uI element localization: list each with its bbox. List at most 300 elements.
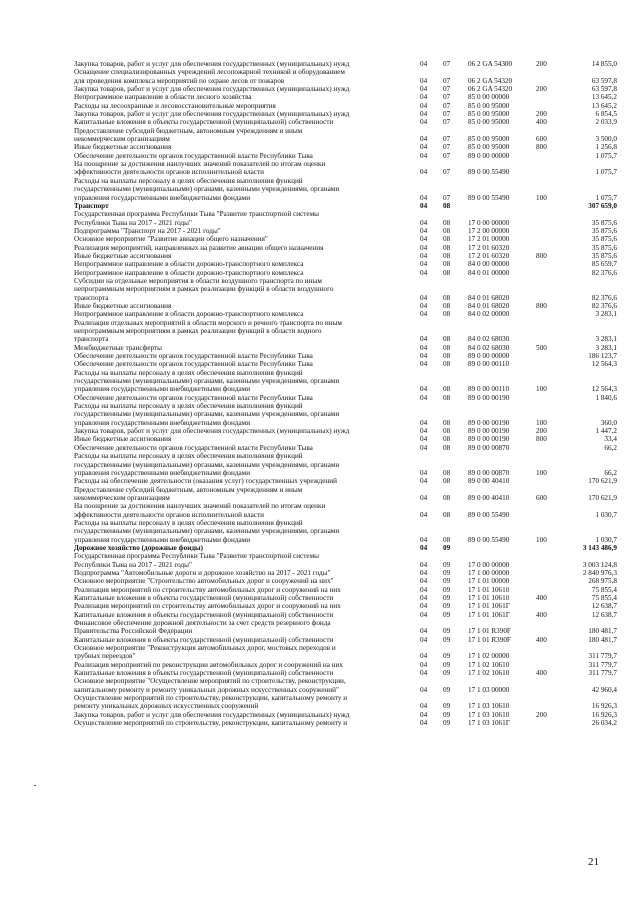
table-row (74, 151, 617, 160)
table-row (74, 352, 617, 361)
amount: 12 638,7 (591, 610, 617, 619)
expense-type-code: 400 (536, 669, 547, 678)
amount: 268 975,8 (588, 577, 617, 586)
row-name: Обеспечение деятельности органов государственной власти Республики Тыва (74, 443, 313, 452)
section-code: 04 (420, 76, 428, 85)
amount: 2 840 976,3 (582, 568, 617, 577)
row-name: Основное мероприятие "Реконструкция автомобильных дорог, мостовых переходов и трубных переездов" (74, 644, 336, 661)
subsection-code: 08 (443, 343, 451, 352)
row-name: Капитальные вложения в объекты государственной (муниципальной) собственности (74, 635, 334, 644)
row-name: Обеспечение деятельности органов государственной власти Республики Тыва (74, 393, 313, 402)
amount: 1 030,7 (595, 535, 617, 544)
target-article-code: 85 0 00 95000 (468, 143, 510, 152)
section-code: 04 (420, 560, 428, 569)
section-code: 04 (420, 652, 428, 661)
section-code: 04 (420, 418, 428, 427)
subsection-code: 07 (443, 60, 451, 68)
row-name: Иные бюджетные ассигнования (74, 435, 172, 444)
section-code: 04 (420, 385, 428, 394)
amount: 35 875,6 (591, 235, 617, 244)
subsection-code: 08 (443, 493, 451, 502)
table-row (74, 719, 617, 728)
subsection-code: 09 (443, 568, 451, 577)
target-article-code: 17 2 01 60320 (468, 251, 510, 260)
subsection-code: 09 (443, 635, 451, 644)
expense-type-code: 400 (536, 610, 547, 619)
subsection-code: 07 (443, 76, 451, 85)
amount: 6 854,5 (595, 110, 617, 119)
amount: 3 003 124,8 (582, 560, 617, 569)
subsection-code: 08 (443, 418, 451, 427)
expense-type-code: 800 (536, 301, 547, 310)
expense-type-code: 800 (536, 251, 547, 260)
amount: 1 256,8 (595, 143, 617, 152)
table-row (74, 577, 617, 586)
section-code: 04 (420, 393, 428, 402)
amount: 1 030,7 (595, 510, 617, 519)
amount: 35 875,6 (591, 226, 617, 235)
subsection-code: 08 (443, 468, 451, 477)
subsection-code: 08 (443, 310, 451, 319)
subsection-code: 08 (443, 360, 451, 369)
target-article-code: 17 1 01 R390F (468, 635, 511, 644)
expense-type-code: 800 (536, 435, 547, 444)
row-name: Непрограммное направление в области лесного хозяйства (74, 93, 252, 102)
row-name: Транспорт (74, 201, 109, 210)
section-code: 04 (420, 594, 428, 602)
target-article-code: 17 1 03 00000 (468, 685, 510, 694)
table-row (74, 210, 617, 227)
section-code: 04 (420, 118, 428, 127)
amount: 66,2 (604, 468, 617, 477)
row-name: Реализация мероприятий по строительству автомобильных дорог и сооружений на них (74, 602, 341, 611)
subsection-code: 07 (443, 143, 451, 152)
subsection-code: 09 (443, 543, 451, 552)
table-row (74, 635, 617, 644)
section-code: 04 (420, 218, 428, 227)
amount: 35 875,6 (591, 251, 617, 260)
row-name: Финансовое обеспечение дорожной деятельности за счет средств резервного фонда Правительства Российской Федерации (74, 619, 331, 636)
target-article-code: 17 0 00 00000 (468, 560, 510, 569)
table-row (74, 402, 617, 427)
table-row (74, 343, 617, 352)
amount: 2 033,9 (595, 118, 617, 127)
subsection-code: 09 (443, 669, 451, 678)
subsection-code: 07 (443, 193, 451, 202)
target-article-code: 17 2 01 00000 (468, 235, 510, 244)
expense-type-code: 100 (536, 468, 547, 477)
section-code: 04 (420, 443, 428, 452)
subsection-code: 09 (443, 652, 451, 661)
row-name: Капитальные вложения в объекты государственной (муниципальной) собственности (74, 594, 334, 602)
row-name: Расходы на выплаты персоналу в целях обеспечения выполнения функций государственными (муниципальными) органами, казенными учреждениями, органами управления государственными внебюджетными фондами (74, 452, 340, 477)
table-row (74, 610, 617, 619)
amount: 180 481,7 (588, 627, 617, 636)
table-row (74, 644, 617, 661)
amount: 3 283,1 (595, 310, 617, 319)
subsection-code: 08 (443, 477, 451, 486)
target-article-code: 17 2 00 00000 (468, 226, 510, 235)
subsection-code: 09 (443, 560, 451, 569)
section-code: 04 (420, 577, 428, 586)
subsection-code: 09 (443, 685, 451, 694)
section-code: 04 (420, 627, 428, 636)
section-code: 04 (420, 293, 428, 302)
subsection-code: 08 (443, 335, 451, 344)
section-code: 04 (420, 301, 428, 310)
table-row (74, 552, 617, 569)
target-article-code: 89 0 00 00000 (468, 151, 510, 160)
subsection-code: 09 (443, 719, 451, 728)
target-article-code: 17 1 03 10610 (468, 702, 510, 711)
budget-table (74, 60, 617, 728)
target-article-code: 17 1 02 10610 (468, 660, 510, 669)
subsection-code: 09 (443, 702, 451, 711)
section-code: 04 (420, 101, 428, 110)
table-row (74, 669, 617, 678)
section-code: 04 (420, 143, 428, 152)
amount: 42 960,4 (591, 685, 617, 694)
target-article-code: 17 1 02 10610 (468, 669, 510, 678)
section-code: 04 (420, 660, 428, 669)
table-row (74, 660, 617, 669)
amount: 1 447,2 (595, 427, 617, 436)
section-code: 04 (420, 251, 428, 260)
expense-type-code: 100 (536, 535, 547, 544)
row-name: Расходы на выплаты персоналу в целях обеспечения выполнения функций государственными (муниципальными) органами, казенными учреждениями, органами управления государственными внебюджетными фондами (74, 176, 340, 202)
row-name: Непрограммное направление в области дорожно-транспортного комплекса (74, 268, 304, 277)
table-row (74, 368, 617, 394)
row-name: Реализация отдельных мероприятий в области морского и речного транспорта по иным непрограммным мероприятиям в рамках реализации функций в области водного транспорта (74, 318, 342, 344)
table-row (74, 619, 617, 636)
table-row (74, 310, 617, 319)
section-code: 04 (420, 710, 428, 719)
table-row (74, 226, 617, 235)
subsection-code: 08 (443, 510, 451, 519)
expense-type-code: 800 (536, 143, 547, 152)
section-code: 04 (420, 352, 428, 361)
table-row (74, 235, 617, 244)
subsection-code: 09 (443, 710, 451, 719)
target-article-code: 17 1 01 R390F (468, 627, 511, 636)
target-article-code: 85 0 00 95000 (468, 118, 510, 127)
amount: 1 840,6 (595, 393, 617, 402)
target-article-code: 06 2 GA 54320 (468, 85, 513, 94)
table-row (74, 68, 617, 85)
table-row (74, 427, 617, 436)
row-name: Закупка товаров, работ и услуг для обеспечения государственных (муниципальных) нужд (74, 60, 350, 68)
subsection-code: 08 (443, 393, 451, 402)
amount: 82 376,6 (591, 268, 617, 277)
subsection-code: 07 (443, 93, 451, 102)
table-row (74, 126, 617, 144)
amount: 180 481,7 (588, 635, 617, 644)
target-article-code: 89 0 00 00110 (468, 385, 510, 394)
row-name: Расходы на лесоохранные и лесовосстановительные мероприятия (74, 101, 276, 110)
amount: 66,2 (604, 443, 617, 452)
table-row (74, 568, 617, 577)
table-row (74, 160, 617, 177)
subsection-code: 08 (443, 201, 451, 210)
amount: 12 564,3 (591, 360, 617, 369)
section-code: 04 (420, 535, 428, 544)
subsection-code: 09 (443, 610, 451, 619)
target-article-code: 17 1 01 00000 (468, 577, 510, 586)
subsection-code: 08 (443, 435, 451, 444)
row-name: Межбюджетные трансферты (74, 343, 162, 352)
row-name: Государственная программа Республики Тыва "Развитие транспортной системы Республики Тыва на 2017 - 2021 годы" (74, 552, 319, 569)
row-name: Расходы на выплаты персоналу в целях обеспечения выполнения функций государственными (муниципальными) органами, казенными учреждениями, органами управления государственными внебюджетными фондами (74, 402, 340, 427)
section-code: 04 (420, 193, 428, 202)
expense-type-code: 200 (536, 710, 547, 719)
section-code: 04 (420, 493, 428, 502)
row-name: На поощрение за достижения наилучших значений показателей по итогам оценки эффективности деятельности органов исполнительной власти (74, 502, 326, 519)
target-article-code: 89 0 00 00870 (468, 443, 510, 452)
table-row (74, 93, 617, 102)
section-code: 04 (420, 702, 428, 711)
target-article-code: 89 0 00 55490 (468, 193, 510, 202)
row-name: Иные бюджетные ассигнования (74, 251, 172, 260)
target-article-code: 85 0 00 95000 (468, 135, 510, 144)
subsection-code: 08 (443, 268, 451, 277)
target-article-code: 89 0 00 00190 (468, 393, 510, 402)
row-name: Осуществление мероприятий по строительству, реконструкции, капитальному ремонту и (74, 719, 348, 728)
subsection-code: 09 (443, 594, 451, 602)
page-number: 21 (588, 856, 599, 868)
row-name: Подпрограмма "Транспорт на 2017 - 2021 годы" (74, 226, 221, 235)
amount: 63 597,8 (591, 85, 617, 94)
subsection-code: 07 (443, 101, 451, 110)
table-row (74, 85, 617, 94)
amount: 170 621,9 (588, 493, 617, 502)
expense-type-code: 600 (536, 493, 547, 502)
section-code: 04 (420, 243, 428, 252)
table-row (74, 594, 617, 602)
row-name: Расходы на выплаты персоналу в целях обеспечения выполнения функций государственными (муниципальными) органами, казенными учреждениями, органами управления государственными внебюджетными фондами (74, 368, 340, 394)
amount: 3 283,1 (595, 343, 617, 352)
amount: 33,4 (604, 435, 617, 444)
target-article-code: 89 0 00 55490 (468, 510, 510, 519)
row-name: Закупка товаров, работ и услуг для обеспечения государственных (муниципальных) нужд (74, 110, 350, 119)
amount: 360,0 (600, 418, 617, 427)
subsection-code: 07 (443, 118, 451, 127)
expense-type-code: 200 (536, 85, 547, 94)
table-row (74, 518, 617, 544)
section-code: 04 (420, 685, 428, 694)
amount: 1 075,7 (595, 193, 617, 202)
subsection-code: 08 (443, 251, 451, 260)
row-name: Обеспечение деятельности органов государственной власти Республики Тыва (74, 360, 313, 369)
table-row (74, 301, 617, 310)
amount: 1 075,7 (595, 151, 617, 160)
row-name: Субсидии на отдельные мероприятия в области воздушного транспорта по иным непрограммным мероприятиям в рамках реализации функций в области воздушного транспорта (74, 276, 334, 302)
expense-type-code: 600 (536, 135, 547, 144)
target-article-code: 89 0 00 40410 (468, 477, 510, 486)
target-article-code: 84 0 00 00000 (468, 260, 510, 269)
table-row (74, 393, 617, 402)
section-code: 04 (420, 543, 428, 552)
section-code: 04 (420, 635, 428, 644)
subsection-code: 08 (443, 243, 451, 252)
target-article-code: 89 0 00 00000 (468, 352, 510, 361)
expense-type-code: 400 (536, 594, 547, 602)
amount: 35 875,6 (591, 243, 617, 252)
row-name: Обеспечение деятельности органов государственной власти Республики Тыва (74, 352, 313, 361)
amount: 63 597,8 (591, 76, 617, 85)
subsection-code: 07 (443, 110, 451, 119)
row-name: Основное мероприятие "Осуществление мероприятий по строительству, реконструкции, капитальному ремонту и ремонту уникальных дорожных искусственных сооружений" (74, 677, 346, 694)
table-row (74, 585, 617, 594)
section-code: 04 (420, 669, 428, 678)
table-row (74, 176, 617, 202)
row-name: Осуществление мероприятий по строительству, реконструкции, капитальному ремонту и ремонту уникальных дорожных искусственных сооружений (74, 694, 348, 711)
table-row (74, 118, 617, 127)
amount: 75 855,4 (591, 585, 617, 594)
table-row (74, 485, 617, 503)
table-row (74, 251, 617, 260)
row-name: Закупка товаров, работ и услуг для обеспечения государственных (муниципальных) нужд (74, 85, 350, 94)
subsection-code: 08 (443, 293, 451, 302)
expense-type-code: 100 (536, 418, 547, 427)
target-article-code: 84 0 02 00000 (468, 310, 510, 319)
row-name: Расходы на выплаты персоналу в целях обеспечения выполнения функций государственными (муниципальными) органами, казенными учреждениями, органами управления государственными внебюджетными фондами (74, 518, 340, 544)
row-name: Закупка товаров, работ и услуг для обеспечения государственных (муниципальных) нужд (74, 710, 350, 719)
amount: 311 779,7 (588, 660, 617, 669)
target-article-code: 06 2 GA 54320 (468, 76, 513, 85)
table-row (74, 502, 617, 519)
target-article-code: 89 0 00 55490 (468, 535, 510, 544)
amount: 26 034,2 (591, 719, 617, 728)
target-article-code: 17 1 02 00000 (468, 652, 510, 661)
row-name: Капитальные вложения в объекты государственной (муниципальной) собственности (74, 669, 334, 678)
section-code: 04 (420, 260, 428, 269)
row-name: Подпрограмма "Автомобильные дороги и дорожное хозяйство на 2017 - 2021 годы" (74, 568, 331, 577)
target-article-code: 17 0 00 00000 (468, 218, 510, 227)
target-article-code: 85 0 00 95000 (468, 101, 510, 110)
subsection-code: 08 (443, 352, 451, 361)
subsection-code: 08 (443, 260, 451, 269)
amount: 12 638,7 (591, 602, 617, 611)
expense-type-code: 200 (536, 427, 547, 436)
section-code: 04 (420, 477, 428, 486)
subsection-code: 08 (443, 385, 451, 394)
table-row (74, 276, 617, 302)
amount: 170 621,9 (588, 477, 617, 486)
target-article-code: 89 0 00 00870 (468, 468, 510, 477)
target-article-code: 17 1 01 10610 (468, 594, 510, 602)
table-row (74, 602, 617, 611)
table-row (74, 268, 617, 277)
target-article-code: 84 0 01 68020 (468, 301, 510, 310)
subsection-code: 08 (443, 226, 451, 235)
table-row (74, 677, 617, 694)
section-code: 04 (420, 427, 428, 436)
row-name: Предоставление субсидий бюджетным, автономным учреждениям и иным некоммерческим организациям (74, 485, 303, 502)
subsection-code: 08 (443, 443, 451, 452)
section-code: 04 (420, 568, 428, 577)
row-name: Реализация мероприятий по строительству автомобильных дорог и сооружений на них (74, 585, 341, 594)
target-article-code: 89 0 00 00190 (468, 427, 510, 436)
row-name: Государственная программа Республики Тыва "Развитие транспортной системы Республики Тыва на 2017 - 2021 годы" (74, 210, 319, 227)
section-code: 04 (420, 510, 428, 519)
amount: 16 926,3 (591, 710, 617, 719)
expense-type-code: 200 (536, 60, 547, 68)
expense-type-code: 100 (536, 385, 547, 394)
target-article-code: 89 0 00 00190 (468, 435, 510, 444)
row-name: На поощрение за достижения наилучших значений показателей по итогам оценки эффективности деятельности органов исполнительной власти (74, 160, 326, 177)
amount: 35 875,6 (591, 218, 617, 227)
amount: 75 855,4 (591, 594, 617, 602)
subsection-code: 08 (443, 427, 451, 436)
row-name: Иные бюджетные ассигнования (74, 143, 172, 152)
target-article-code: 89 0 00 40410 (468, 493, 510, 502)
target-article-code: 17 1 03 1061Г (468, 719, 510, 728)
table-row (74, 260, 617, 269)
amount: 82 376,6 (591, 301, 617, 310)
target-article-code: 85 0 00 00000 (468, 93, 510, 102)
table-row (74, 101, 617, 110)
amount: 307 659,0 (588, 201, 617, 210)
table-row (74, 60, 617, 68)
subsection-code: 09 (443, 627, 451, 636)
section-code: 04 (420, 151, 428, 160)
target-article-code: 17 1 01 10610 (468, 585, 510, 594)
amount: 311 779,7 (588, 669, 617, 678)
target-article-code: 17 1 00 00000 (468, 568, 510, 577)
section-code: 04 (420, 310, 428, 319)
section-code: 04 (420, 335, 428, 344)
target-article-code: 89 0 00 00110 (468, 360, 510, 369)
expense-type-code: 200 (536, 110, 547, 119)
subsection-code: 07 (443, 168, 451, 177)
amount: 3 143 486,9 (582, 543, 617, 552)
target-article-code: 17 1 01 1061Г (468, 610, 510, 619)
section-code: 04 (420, 343, 428, 352)
table-row (74, 443, 617, 452)
section-code: 04 (420, 435, 428, 444)
section-code: 04 (420, 226, 428, 235)
amount: 3 500,0 (595, 135, 617, 144)
row-name: Непрограммное направление в области дорожно-транспортного комплекса (74, 260, 304, 269)
row-name: Реализация мероприятий, направленных на развитие авиации общего назначения (74, 243, 324, 252)
amount: 311 779,7 (588, 652, 617, 661)
section-code: 04 (420, 85, 428, 94)
table-row (74, 694, 617, 711)
expense-type-code: 500 (536, 343, 547, 352)
section-code: 04 (420, 360, 428, 369)
amount: 1 075,7 (595, 168, 617, 177)
target-article-code: 84 0 01 00000 (468, 268, 510, 277)
section-code: 04 (420, 235, 428, 244)
subsection-code: 07 (443, 85, 451, 94)
table-row (74, 360, 617, 369)
table-row (74, 435, 617, 444)
row-name: Закупка товаров, работ и услуг для обеспечения государственных (муниципальных) нужд (74, 427, 350, 436)
scan-speck (34, 785, 36, 786)
subsection-code: 08 (443, 301, 451, 310)
amount: 3 283,1 (595, 335, 617, 344)
section-code: 04 (420, 60, 428, 68)
amount: 13 645,2 (591, 101, 617, 110)
amount: 13 645,2 (591, 93, 617, 102)
row-name: Обеспечение деятельности органов государственной власти Республики Тыва (74, 151, 313, 160)
subsection-code: 08 (443, 218, 451, 227)
section-code: 04 (420, 201, 428, 210)
section-code: 04 (420, 168, 428, 177)
target-article-code: 06 2 GA 54300 (468, 60, 513, 68)
subsection-code: 09 (443, 602, 451, 611)
section-row (74, 201, 617, 210)
